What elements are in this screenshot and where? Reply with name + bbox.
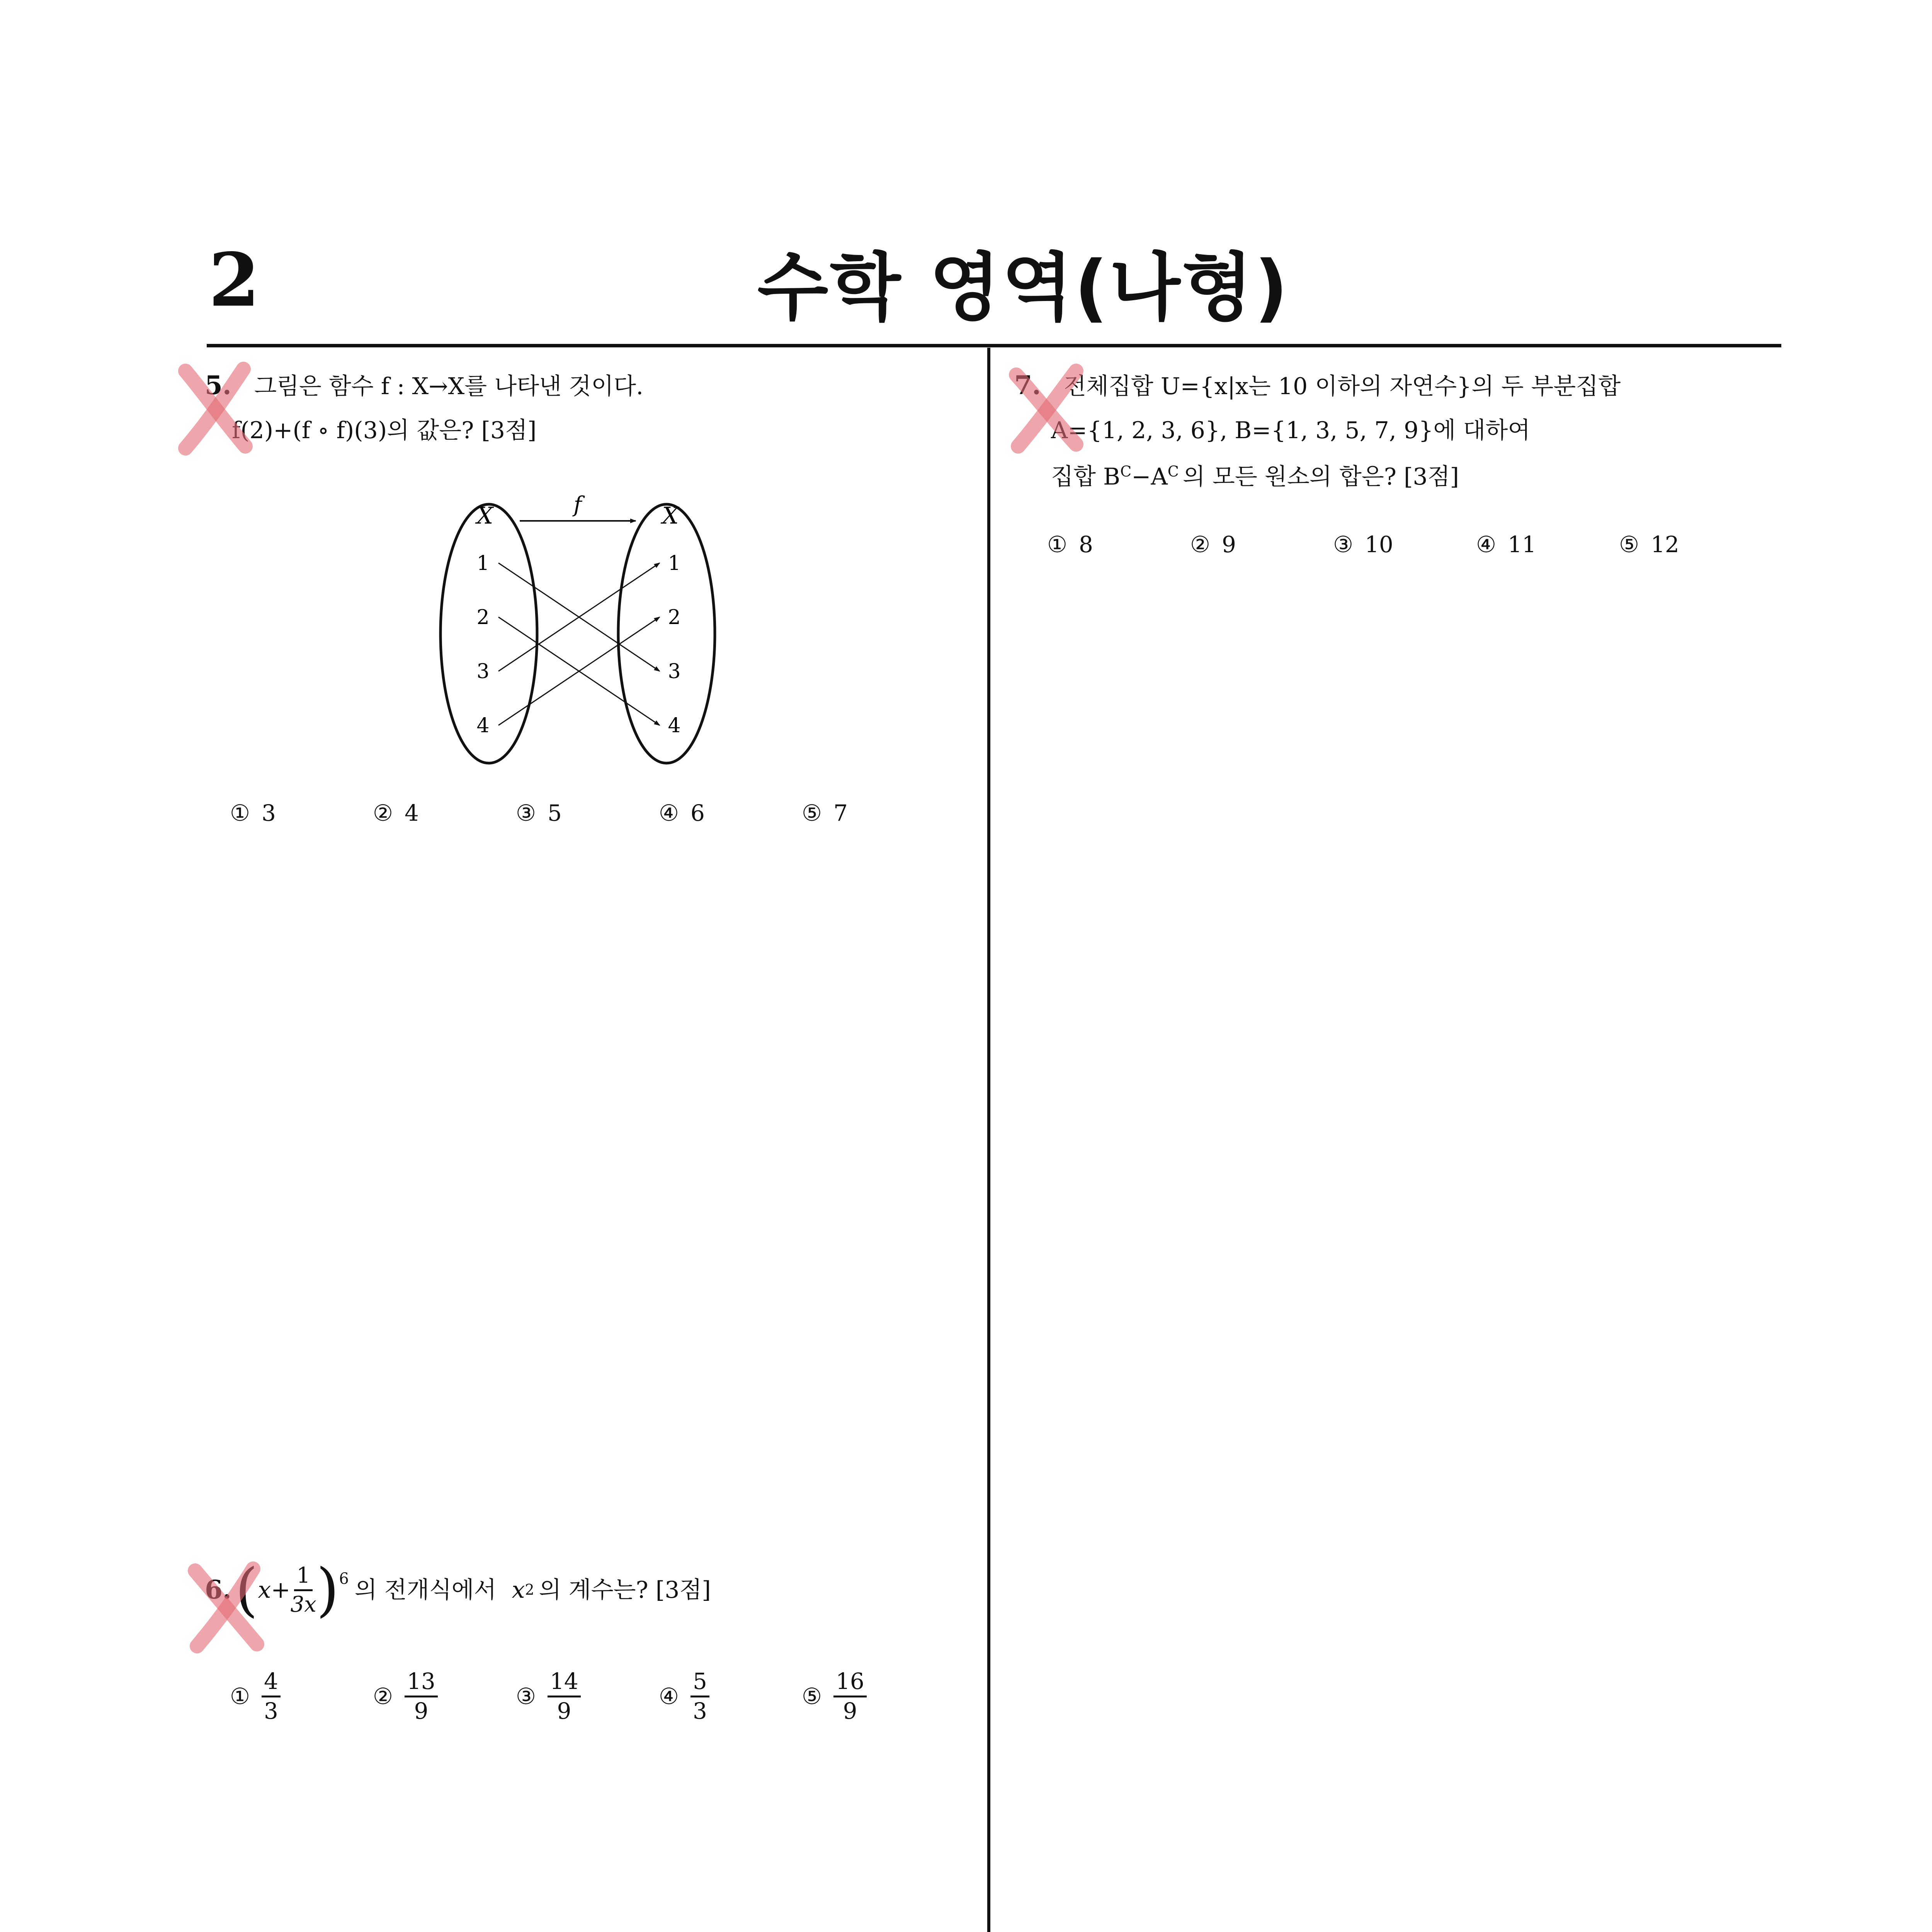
q6-exponent: 6: [339, 1570, 349, 1588]
question-7-line3: 집합 $B^C-A^C$ 의 모든 원소의 합은? [3점]: [1051, 463, 1459, 490]
q6-expr-fraction: $\frac{1}{3x}$: [290, 1563, 316, 1617]
q5-choice-5[interactable]: ⑤ 7: [802, 800, 848, 826]
domain-element-4: 4: [476, 714, 490, 737]
column-divider: [987, 348, 990, 1932]
function-arrow-label: f: [573, 492, 582, 517]
question-7-text-line2: A={1, 2, 3, 6}, B={1, 3, 5, 7, 9}에 대하여: [1051, 417, 1531, 444]
question-5-number: 5.: [205, 370, 231, 400]
domain-element-2: 2: [476, 606, 490, 629]
q7-choice-5[interactable]: ⑤ 12: [1619, 531, 1679, 558]
question-5-line1: [205, 369, 643, 402]
question-6-number: 6.: [205, 1575, 231, 1605]
question-5-text-line1: 그림은 함수 f : X→X를 나타낸 것이다.: [254, 373, 644, 400]
question-6-choices: [230, 1669, 867, 1724]
codomain-set-label: X: [662, 502, 679, 529]
page-number: 2: [209, 237, 260, 323]
domain-set-label: X: [476, 502, 493, 529]
question-6-line: [205, 1556, 711, 1624]
question-5-choices: [230, 800, 848, 826]
q7-choice-1[interactable]: ① 8: [1047, 531, 1093, 558]
q6-choice-1[interactable]: ① $\frac{4}{3}$: [230, 1669, 373, 1724]
q5-choice-1[interactable]: ① 3: [230, 800, 276, 826]
q5-choice-4[interactable]: ④ 6: [659, 800, 705, 826]
q6-text-b: 의 계수는? [3점]: [539, 1577, 711, 1604]
question-7-text-line1: 전체집합 U={x|x는 10 이하의 자연수}의 두 부분집합: [1063, 373, 1621, 400]
question-7-number: 7.: [1014, 370, 1041, 400]
q6-choice-2[interactable]: ② $\frac{13}{9}$: [373, 1669, 516, 1724]
q5-choice-3[interactable]: ③ 5: [516, 800, 562, 826]
q6-term-base: x: [512, 1577, 525, 1604]
domain-element-1: 1: [476, 552, 490, 575]
diagram-elements: [476, 552, 680, 737]
codomain-set-ellipse: [618, 504, 715, 763]
codomain-element-2: 2: [668, 606, 681, 629]
codomain-element-3: 3: [668, 660, 681, 683]
q5-choice-2[interactable]: ② 4: [373, 800, 419, 826]
page-title: 수학 영역(나형): [757, 245, 1290, 330]
question-5-text-line2: f(2)+(f ∘ f)(3)의 값은? [3점]: [232, 417, 537, 444]
codomain-element-4: 4: [668, 714, 681, 737]
q6-choice-3[interactable]: ③ $\frac{14}{9}$: [516, 1669, 659, 1724]
q6-text-a: 의 전개식에서: [354, 1577, 497, 1604]
question-7-line1: [1014, 369, 1621, 402]
q6-expr-x: x+: [258, 1577, 291, 1604]
codomain-element-1: 1: [668, 552, 681, 575]
q7-choice-3[interactable]: ③ 10: [1333, 531, 1393, 558]
title-divider: [207, 344, 1781, 347]
mapping-arrows: [498, 563, 660, 725]
q7-choice-4[interactable]: ④ 11: [1476, 531, 1536, 558]
q7-choice-2[interactable]: ② 9: [1190, 531, 1236, 558]
paren-open: (: [235, 1556, 258, 1624]
q6-choice-5[interactable]: ⑤ $\frac{16}{9}$: [802, 1669, 867, 1724]
question-7-choices: [1047, 531, 1679, 558]
q6-term-exp: 2: [525, 1581, 534, 1599]
domain-element-3: 3: [476, 660, 490, 683]
function-diagram: [425, 491, 742, 827]
q6-choice-4[interactable]: ④ $\frac{5}{3}$: [659, 1669, 802, 1724]
paren-close: ): [316, 1556, 339, 1624]
